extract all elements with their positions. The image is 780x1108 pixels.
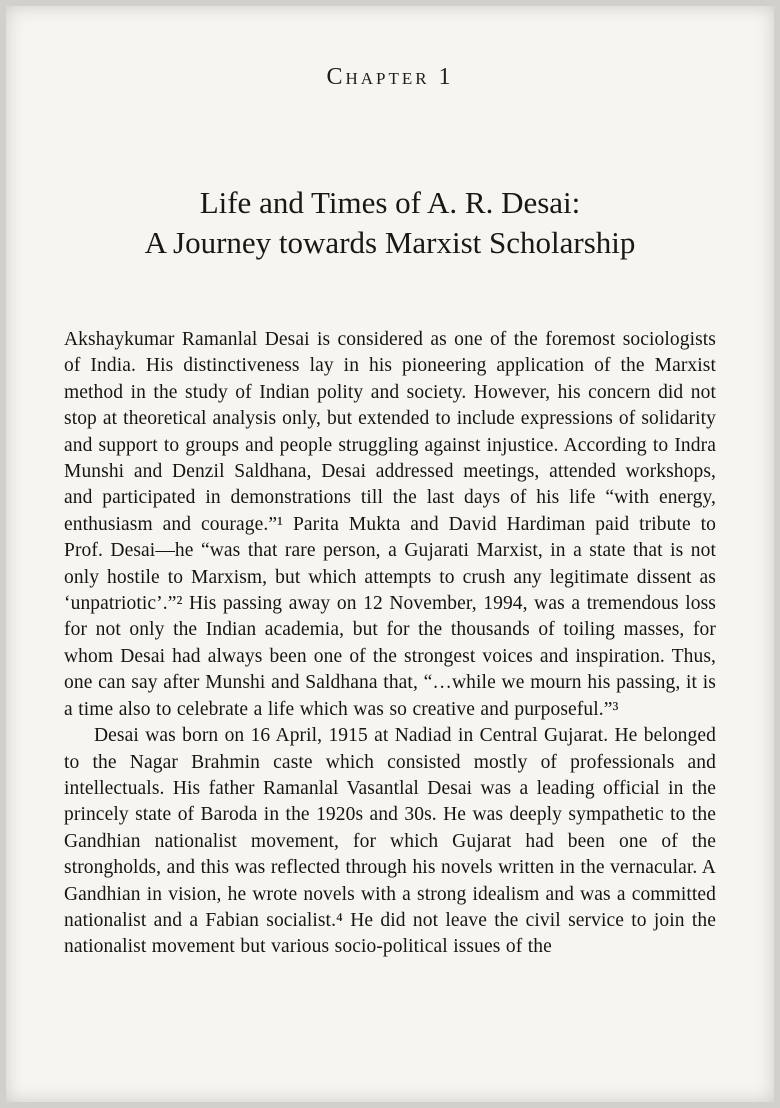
body-text xyxy=(64,327,716,961)
title-line-2: A Journey towards Marxist Scholarship xyxy=(144,225,636,260)
paragraph-2: Desai was born on 16 April, 1915 at Nadiad in Central Gujarat. He belonged to the Nagar Brahmin caste which consisted mostly of professionals and intellectuals. His father Ramanlal Vasantlal Desai was a leading official in the princely state of Baroda in the 1920s and 30s. He was deeply sympathetic to the Gandhian nationalist movement, for which Gujarat had been one of the strongholds, and this was reflected through his novels written in the vernacular. A Gandhian in vision, he wrote novels with a strong idealism and was a committed nationalist and a Fabian socialist.⁴ He did not leave the civil service to join the nationalist movement but various socio-political issues of the xyxy=(64,725,716,958)
book-page xyxy=(6,6,774,1102)
page-content xyxy=(64,6,716,1102)
chapter-heading: Chapter 1 xyxy=(326,64,454,90)
title-line-1: Life and Times of A. R. Desai: xyxy=(199,185,581,220)
paragraph-1: Akshaykumar Ramanlal Desai is considered as one of the foremost sociologists of India. His distinctiveness lay in his pioneering application of the Marxist method in the study of Indian polity and society. However, his concern did not stop at theoretical analysis only, but extended to include expressions of solidarity and support to groups and people struggling against injustice. According to Indra Munshi and Denzil Saldhana, Desai addressed meetings, attended workshops, and participated in demonstrations till the last days of his life “with energy, enthusiasm and courage.”¹ Parita Mukta and David Hardiman paid tribute to Prof. Desai—he “was that rare person, a Gujarati Marxist, in a state that is not only hostile to Marxism, but which attempts to crush any legitimate dissent as ‘unpatriotic’.”² His passing away on 12 November, 1994, was a tremendous loss for not only the Indian academia, but for the thousands of toiling masses, for whom Desai had always been one of the strongest voices and inspiration. Thus, one can say after Munshi and Saldhana that, “…while we mourn his passing, it is a time also to celebrate a life which was so creative and purposeful.”³ xyxy=(64,329,716,720)
page-title xyxy=(64,183,716,263)
